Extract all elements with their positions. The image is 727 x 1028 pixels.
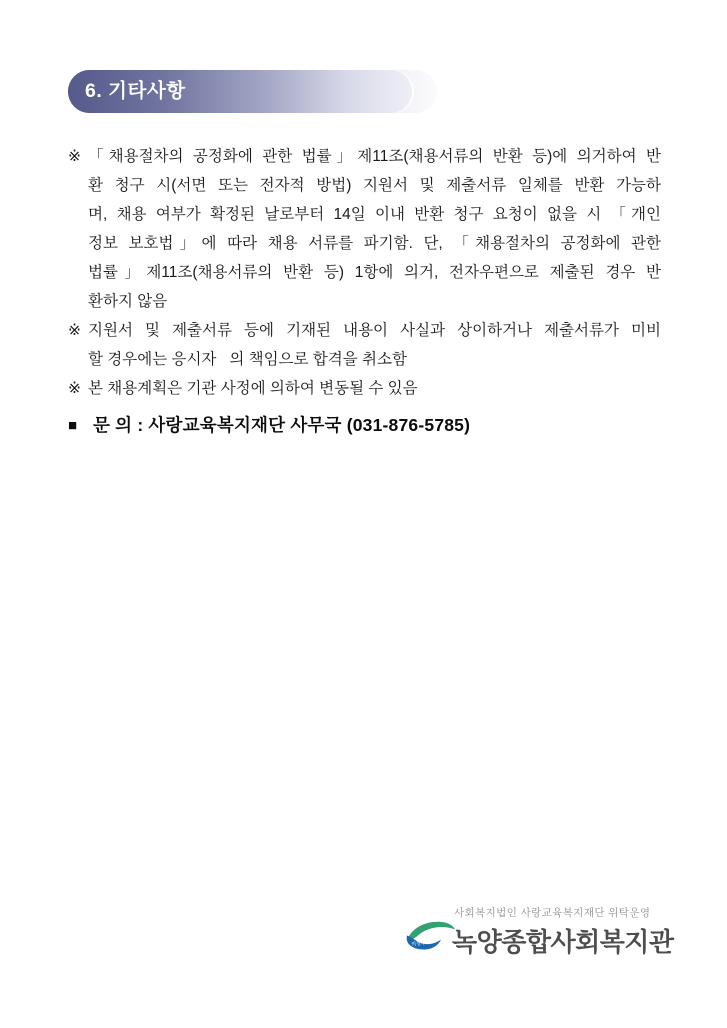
paragraph-return-of-documents <box>68 142 661 316</box>
text-line: 본 채용계획은 기관 사정에 의하여 변동될 수 있음 <box>88 380 418 397</box>
text-line: 환 청구 시(서면 또는 전자적 방법) 지원서 및 제출서류 일체를 반환 가능하 <box>88 177 661 194</box>
text-line: 지원서 및 제출서류 등에 기재된 내용이 사실과 상이하거나 제출서류가 미비 <box>88 322 661 339</box>
section-header-bar <box>68 70 437 113</box>
square-bullet-icon: ■ <box>68 417 78 434</box>
text-line: 정보 보호법」에 따라 채용 서류를 파기함. 단, 「채용절차의 공정화에 관한 <box>88 235 661 252</box>
contact-text: 문 의 : 사랑교육복지재단 사무국 (031-876-5785) <box>93 415 471 435</box>
logo-affiliation-text: 사회복지법인 사랑교육복지재단 위탁운영 <box>454 907 651 919</box>
welfare-center-logo-icon <box>405 918 457 955</box>
reference-mark: ※ <box>68 148 81 165</box>
section-title: 6. 기타사항 <box>85 80 186 102</box>
footer-logo <box>405 903 685 963</box>
body-text-block <box>68 142 661 439</box>
text-line: 며, 채용 여부가 확정된 날로부터 14일 이내 반환 청구 요청이 없을 시 「개인 <box>88 206 661 223</box>
reference-mark: ※ <box>68 322 81 339</box>
logo-badge-text: 의정부시 <box>411 939 431 948</box>
section-header-pill <box>68 70 412 113</box>
text-line: 할 경우에는 응시자 의 책임으로 합격을 취소함 <box>88 351 407 368</box>
logo-org-name: 녹양종합사회복지관 <box>452 927 674 957</box>
text-line: 법률」제11조(채용서류의 반환 등) 1항에 의거, 전자우편으로 제출된 경우 반 <box>88 264 661 281</box>
contact-info-line <box>68 412 661 439</box>
text-line: 「채용절차의 공정화에 관한 법률」제11조(채용서류의 반환 등)에 의거하여 반 <box>88 148 661 165</box>
paragraph-false-information <box>68 316 661 374</box>
text-line: 환하지 않음 <box>88 293 168 310</box>
paragraph-plan-change <box>68 374 661 403</box>
reference-mark: ※ <box>68 380 81 397</box>
